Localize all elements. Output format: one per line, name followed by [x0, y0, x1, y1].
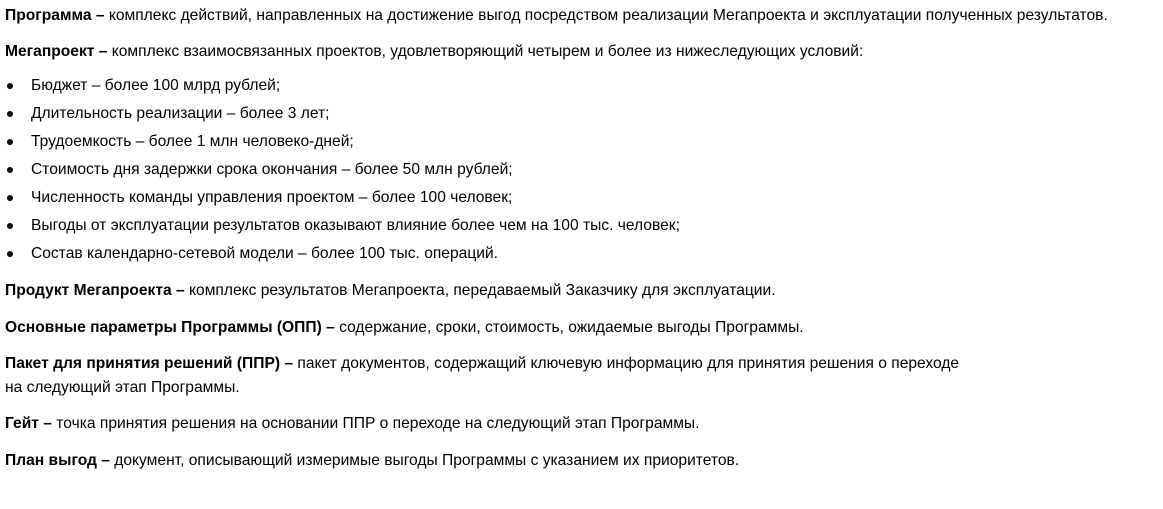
list-item [5, 156, 1163, 184]
condition-text: Длительность реализации – более 3 лет; [31, 105, 330, 122]
term-opp: Основные параметры Программы (ОПП) – [5, 319, 335, 336]
condition-text: Состав календарно-сетевой модели – более 100 тыс. операций. [31, 245, 499, 262]
text-programma: комплекс действий, направленных на достижение выгод посредством реализации Мегапроекта и эксплуатации полученных результатов. [104, 7, 1108, 24]
term-megaproekt: Мегапроект – [5, 43, 108, 60]
list-item [5, 100, 1163, 128]
definition-plan [5, 448, 1163, 474]
text-geit: точка принятия решения на основании ППР о переходе на следующий этап Программы. [51, 415, 700, 432]
definition-opp [5, 315, 1163, 341]
text-plan: документ, описывающий измеримые выгоды Программы с указанием их приоритетов. [109, 452, 740, 469]
condition-text: Трудоемкость – более 1 млн человеко-дней; [31, 133, 354, 150]
text-ppr-line1: пакет документов, содержащий ключевую информацию для принятия решения о переходе [293, 355, 960, 372]
term-produkt: Продукт Мегапроекта – [5, 282, 185, 299]
text-ppr-line2: на следующий этап Программы. [5, 379, 240, 396]
definition-programma [5, 4, 1163, 28]
definition-ppr [5, 352, 1163, 400]
term-programma: Программа – [5, 7, 105, 24]
condition-text: Бюджет – более 100 млрд рублей; [31, 77, 281, 94]
condition-text: Выгоды от эксплуатации результатов оказывают влияние более чем на 100 тыс. человек; [31, 217, 680, 234]
term-plan: План выгод – [5, 452, 110, 469]
definition-produkt [5, 278, 1163, 304]
list-item [5, 128, 1163, 156]
condition-text: Стоимость дня задержки срока окончания – более 50 млн рублей; [31, 161, 513, 178]
bullet-icon [7, 139, 13, 145]
bullet-icon [7, 111, 13, 117]
text-produkt: комплекс результатов Мегапроекта, передаваемый Заказчику для эксплуатации. [184, 282, 776, 299]
bullet-icon [7, 195, 13, 201]
bullet-icon [7, 251, 13, 257]
list-item [5, 240, 1163, 268]
bullet-icon [7, 223, 13, 229]
term-ppr: Пакет для принятия решений (ППР) – [5, 355, 294, 372]
list-item [5, 72, 1163, 100]
list-item [5, 184, 1163, 212]
term-geit: Гейт – [5, 415, 52, 432]
megaproekt-conditions-list [5, 72, 1163, 268]
condition-text: Численность команды управления проектом – более 100 человек; [31, 189, 513, 206]
bullet-icon [7, 167, 13, 173]
list-item [5, 212, 1163, 240]
definition-megaproekt [5, 39, 1163, 65]
definition-geit [5, 411, 1163, 437]
text-opp: содержание, сроки, стоимость, ожидаемые выгоды Программы. [334, 319, 804, 336]
text-megaproekt: комплекс взаимосвязанных проектов, удовлетворяющий четырем и более из нижеследующих условий: [107, 43, 864, 60]
bullet-icon [7, 83, 13, 89]
